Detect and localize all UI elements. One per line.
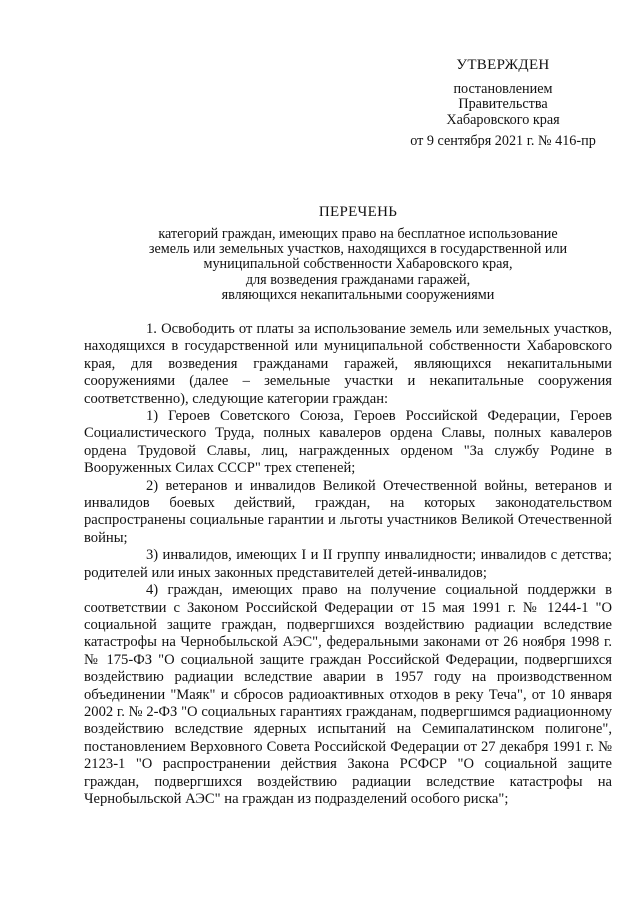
heading-line: муниципальной собственности Хабаровского края, — [203, 256, 513, 273]
heading-line: для возведения гражданами гаражей, — [245, 271, 471, 288]
paragraph-1-3: 3) инвалидов, имеющих I и II группу инвалидности; инвалидов с детства; родителей или иных законных представителей детей-инвалидов; — [84, 547, 612, 581]
approval-line-decree: постановлением — [453, 80, 553, 97]
heading-line: являющихся некапитальными сооружениями — [221, 286, 495, 303]
document-body — [84, 321, 612, 808]
paragraph-1: 1. Освободить от платы за использование земель или земельных участков, находящихся в государственной или муниципальной собственности Хабаровского края, для возведения гражданами гаражей, являющихся некапитальными сооружениями (далее – земельные участки и некапитальные сооружения соответственно), следующие категории граждан: — [84, 321, 612, 407]
heading-line: категорий граждан, имеющих право на бесплатное использование — [158, 226, 558, 242]
paragraph-1-4: 4) граждан, имеющих право на получение социальной поддержки в соответствии с Законом Российской Федерации от 15 мая 1991 г. № 1244-1 "О социальной защите граждан, подвергшихся воздействию радиации вследствие катастрофы на Чернобыльской АЭС", федеральными законами от 26 ноября 1998 г. № 175-ФЗ "О социальной защите граждан Российской Федерации, подвергшихся воздействию радиации вследствие аварии в 1957 году на производственном объединении "Маяк" и сбросов радиоактивных отходов в реку Теча", от 10 января 2002 г. № 2-ФЗ "О социальных гарантиях гражданам, подвергшимся радиационному воздействию вследствие ядерных испытаний на Семипалатинском полигоне", постановлением Верховного Совета Российской Федерации от 27 декабря 1991 г. № 2123-1 "О распространении действия Закона РСФСР "О социальной защите граждан, подвергшихся воздействию радиации вследствие катастрофы на Чернобыльской АЭС" на граждан из подразделений особого риска"; — [84, 582, 612, 807]
approval-line-government: Правительства — [458, 96, 548, 113]
paragraph-1-1: 1) Героев Советского Союза, Героев Российской Федерации, Героев Социалистического Труда, полных кавалеров ордена Славы, полных кавалеров ордена Трудовой Славы, лиц, награжденных орденом "За службу Родине в Вооруженных Силах СССР" трех степеней; — [84, 408, 612, 477]
document-heading — [80, 204, 636, 303]
approval-stamp — [398, 58, 608, 150]
approval-line-region: Хабаровского края — [446, 111, 560, 128]
document-title: ПЕРЕЧЕНЬ — [318, 204, 398, 220]
paragraph-1-2: 2) ветеранов и инвалидов Великой Отечественной войны, ветеранов и инвалидов боевых действий, граждан, на которых законодательством распространены социальные гарантии и льготы участников Великой Отечественной войны; — [84, 477, 612, 546]
heading-line: земель или земельных участков, находящихся в государственной или — [148, 241, 568, 258]
approval-date: от 9 сентября 2021 г. № 416-пр — [410, 133, 596, 150]
approval-title: УТВЕРЖДЕН — [456, 57, 550, 73]
